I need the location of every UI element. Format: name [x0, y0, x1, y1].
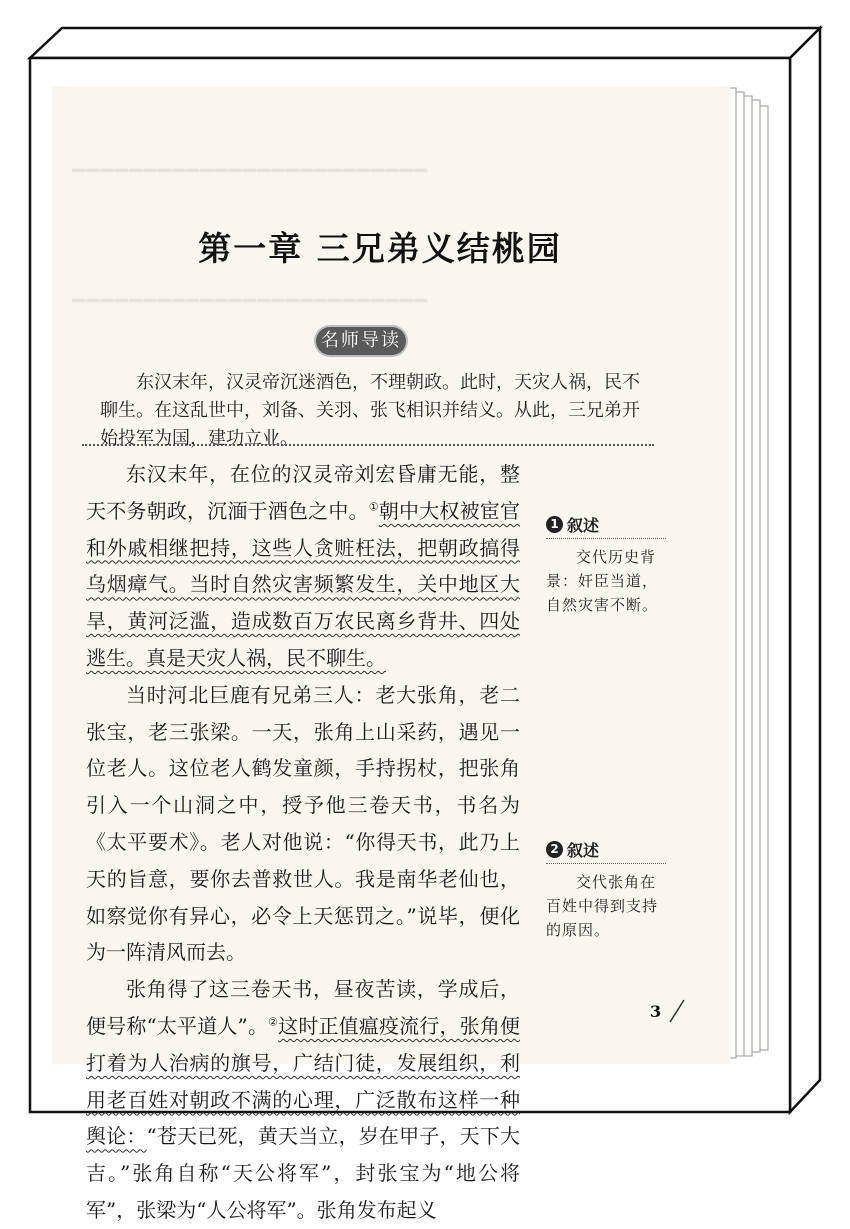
- paragraph-2: 当时河北巨鹿有兄弟三人：老大张角，老二张宝，老三张梁。一天，张角上山采药，遇见一位老人。这位老人鹤发童颜，手持拐杖，把张角引入一个山洞之中，授予他三卷天书，书名为《太平要术》。老人对他说：“你得天书，此乃上天的旨意，要你去普救世人。我是南华老仙也，如察觉你有异心，必令上天惩罚之。”说毕，便化为一阵清风而去。: [86, 682, 520, 965]
- margin-note-1: [546, 513, 666, 617]
- show-through-text: ━━━━━━━━━━━━━━━━━━━━━━━━━: [72, 289, 429, 314]
- note-number-icon: 2: [546, 841, 563, 858]
- guide-badge: 名师导读: [316, 327, 406, 355]
- paragraph-1: [86, 456, 520, 677]
- guide-intro-text: 东汉末年，汉灵帝沉迷酒色，不理朝政。此时，天灾人祸，民不聊生。在这乱世中，刘备、关羽、张飞相识并结义。从此，三兄弟开始投军为国，建功立业。: [100, 372, 640, 449]
- chapter-title: 第一章 三兄弟义结桃园: [198, 229, 562, 268]
- margin-note-2: [546, 838, 666, 942]
- margin-note-text: 交代张角在百姓中得到支持的原因。: [546, 873, 659, 939]
- margin-note-text: 交代历史背景：奸臣当道，自然灾害不断。: [546, 548, 659, 614]
- margin-note-header: [546, 838, 666, 864]
- margin-note-label: 叙述: [567, 516, 600, 535]
- margin-note-header: [546, 513, 666, 539]
- main-text: [86, 456, 520, 1229]
- note-number-icon: 1: [546, 516, 563, 533]
- show-through-text: ━━━━━━━━━━━━━━━━━━━━━━━━━: [72, 159, 429, 184]
- paragraph-3-text: 张角得了这三卷天书，昼夜苦读，学成后，便号称“太平道人”。: [86, 977, 520, 1038]
- book-page: [52, 86, 730, 1222]
- note-ref-2: ②: [268, 1015, 279, 1029]
- margin-note-label: 叙述: [567, 841, 600, 860]
- note-ref-1: ①: [368, 500, 379, 514]
- page-slash-icon: [662, 996, 690, 1024]
- section-divider: [82, 444, 654, 446]
- annotated-passage-1: 朝中大权被宦官和外戚相继把持，这些人贪赃枉法，把朝政搞得乌烟瘴气。当时自然灾害频繁发生，关中地区大旱，黄河泛滥，造成数百万农民离乡背井、四处逃生。真是天灾人祸，民不聊生。: [86, 498, 520, 670]
- paragraph-3-rest: “苍天已死，黄天当立，岁在甲子，天下大吉。”张角自称“天公将军”，封张宝为“地公将军”，张梁为“人公将军”。张角发布起义: [86, 1124, 520, 1222]
- page-number: 3: [650, 1002, 662, 1021]
- paragraph-3: [86, 971, 520, 1229]
- annotated-passage-2: 这时正值瘟疫流行，张角便打着为人治病的旗号，广结门徒，发展组织，利用老百姓对朝政不满的心理，广泛散布这样一种舆论：: [86, 1013, 520, 1149]
- paragraph-1-text: 东汉末年，在位的汉灵帝刘宏昏庸无能，整天不务朝政，沉湎于酒色之中。: [86, 462, 520, 523]
